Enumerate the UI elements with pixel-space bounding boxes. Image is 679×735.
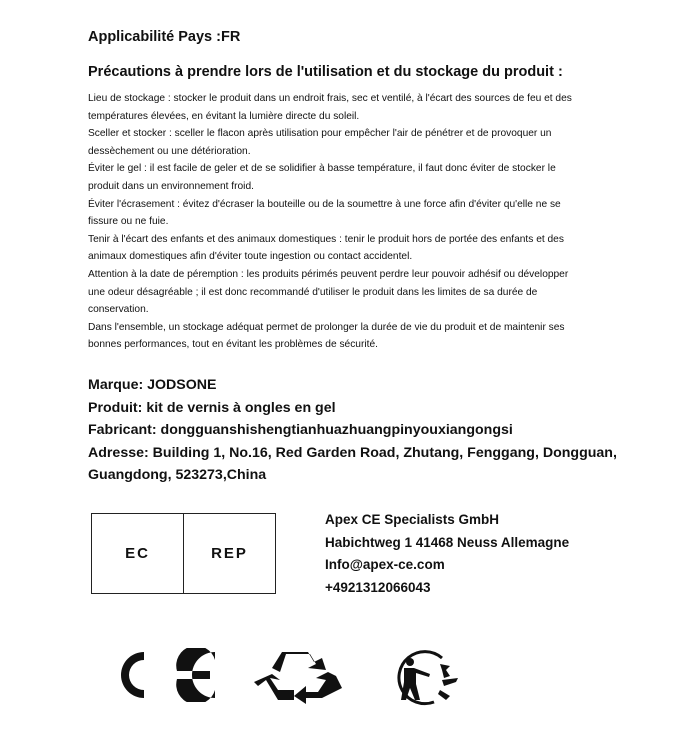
info-line: Marque: JODSONE	[88, 377, 217, 393]
text-line: fissure ou ne fuie.	[88, 216, 169, 228]
info-line: Produit: kit de vernis à ongles en gel	[88, 399, 336, 416]
text-line: Dans l'ensemble, un stockage adéquat permet de prolonger la durée de vie du produit et de maintenir ses	[88, 321, 565, 333]
info-line: Fabricant: dongguanshishengtianhuazhuangpinyouxiangongsi	[88, 422, 513, 438]
ce-mark-icon	[92, 648, 222, 702]
ec-label: EC	[92, 514, 184, 593]
text-line: conservation.	[88, 304, 149, 316]
text-line: Lieu de stockage : stocker le produit dans un endroit frais, sec et ventilé, à l'écart des sources de feu et des	[88, 93, 572, 104]
product-info	[88, 374, 617, 487]
ec-rep-symbol	[91, 513, 276, 594]
representative-line: Apex CE Specialists GmbH	[325, 512, 500, 527]
representative-line: Habichtweg 1 41468 Neuss Allemagne	[325, 534, 570, 550]
text-line: dessèchement ou une détérioration.	[88, 145, 251, 157]
applicability-heading: Applicabilité Pays :FR	[88, 29, 241, 45]
text-line: Tenir à l'écart des enfants et des animaux domestiques : tenir le produit hors de portée des enfants et des	[88, 233, 564, 245]
text-line: animaux domestiques afin d'éviter toute ingestion ou contact accidentel.	[88, 251, 413, 263]
precautions-body	[88, 90, 572, 354]
text-line: produit dans un environnement froid.	[88, 180, 254, 192]
text-line: Éviter l'écrasement : évitez d'écraser la bouteille ou de la soumettre à une force afin d'éviter qu'elle ne se	[88, 198, 561, 210]
text-line: Sceller et stocker : sceller le flacon après utilisation pour empêcher l'air de pénétrer et de provoquer un	[88, 128, 552, 140]
text-line: températures élevées, en évitant la lumière directe du soleil.	[88, 110, 360, 122]
text-line: Attention à la date de péremption : les produits périmés peuvent perdre leur pouvoir adhésif ou développer	[88, 268, 569, 280]
recycle-icon	[252, 650, 352, 706]
rep-label: REP	[211, 545, 248, 562]
text-line: Éviter le gel : il est facile de geler et de se solidifier à basse température, il faut donc éviter de stocker le	[88, 163, 556, 175]
text-line: une odeur désagréable ; il est donc recommandé d'utiliser le produit dans les limites de sa durée de	[88, 286, 538, 298]
info-line: Adresse: Building 1, No.16, Red Garden Road, Zhutang, Fenggang, Dongguan,	[88, 444, 617, 461]
representative-line: +4921312066043	[325, 579, 431, 595]
precautions-heading: Précautions à prendre lors de l'utilisation et du stockage du produit :	[88, 64, 563, 80]
representative-line: Info@apex-ce.com	[325, 557, 445, 572]
info-line: Guangdong, 523273,China	[88, 467, 267, 483]
eu-representative	[325, 509, 569, 599]
text-line: bonnes performances, tout en évitant les problèmes de sécurité.	[88, 339, 378, 351]
triman-icon	[384, 650, 464, 708]
